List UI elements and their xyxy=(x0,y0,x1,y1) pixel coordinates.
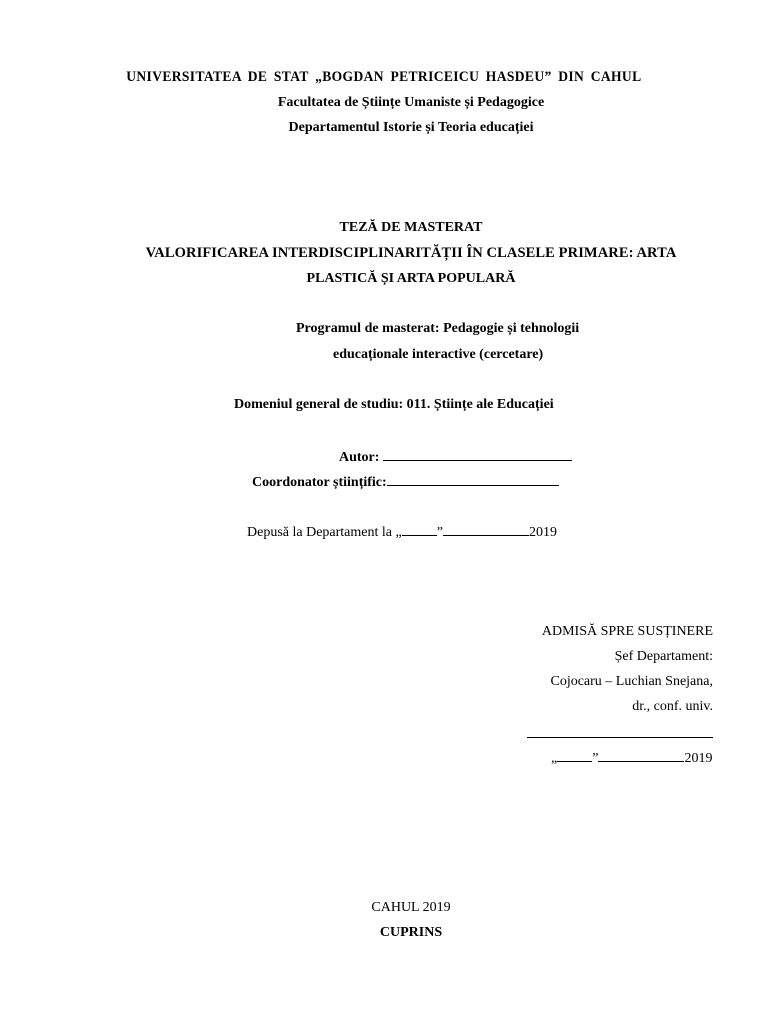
admission-name: Cojocaru – Luchian Snejana, xyxy=(550,674,713,689)
admission-date-close: ” xyxy=(592,751,599,766)
place-year: CAHUL 2019 xyxy=(371,900,451,915)
coordinator-blank xyxy=(387,471,559,486)
admission-date-open: „ xyxy=(551,751,558,766)
signature-line xyxy=(527,737,713,738)
admission-day-blank xyxy=(557,747,592,762)
university-name: UNIVERSITATEA DE STAT „BOGDAN PETRICEICU HASDEU” DIN CAHUL xyxy=(126,69,642,85)
faculty-name: Facultatea de Științe Umaniste și Pedagogice xyxy=(277,95,545,110)
admission-degree: dr., conf. univ. xyxy=(632,699,713,714)
thesis-title-line1: VALORIFICAREA INTERDISCIPLINARITĂȚII ÎN CLASELE PRIMARE: ARTA xyxy=(145,245,677,261)
program-line1: Programul de masterat: Pedagogie și tehnologii xyxy=(296,321,580,336)
submitted-year: 2019 xyxy=(528,525,557,540)
admission-month-blank xyxy=(598,747,684,762)
coordinator-label: Coordonator științific: xyxy=(252,475,387,490)
coordinator-line xyxy=(252,471,559,492)
submitted-quote-close: ” xyxy=(436,525,443,540)
submitted-line xyxy=(247,521,557,542)
author-label: Autor: xyxy=(339,450,380,465)
submitted-month-blank xyxy=(443,521,529,536)
admission-heading: ADMISĂ SPRE SUSȚINERE xyxy=(541,624,713,639)
submitted-prefix: Depusă la Departament la „ xyxy=(247,525,402,540)
submitted-day-blank xyxy=(402,521,437,536)
program-line2: educaționale interactive (cercetare) xyxy=(333,347,544,362)
department-name: Departamentul Istorie și Teoria educației xyxy=(288,120,534,135)
thesis-title-line2: PLASTICĂ ȘI ARTA POPULARĂ xyxy=(306,271,516,286)
author-blank xyxy=(383,446,572,461)
admission-year: 2019 xyxy=(684,751,713,766)
contents-heading: CUPRINS xyxy=(379,925,443,940)
admission-role: Șef Departament: xyxy=(614,649,713,664)
study-domain: Domeniul general de studiu: 011. Științe ale Educației xyxy=(234,397,554,412)
author-line xyxy=(339,446,572,467)
admission-date-line xyxy=(551,747,712,768)
thesis-type: TEZĂ DE MASTERAT xyxy=(339,220,483,235)
